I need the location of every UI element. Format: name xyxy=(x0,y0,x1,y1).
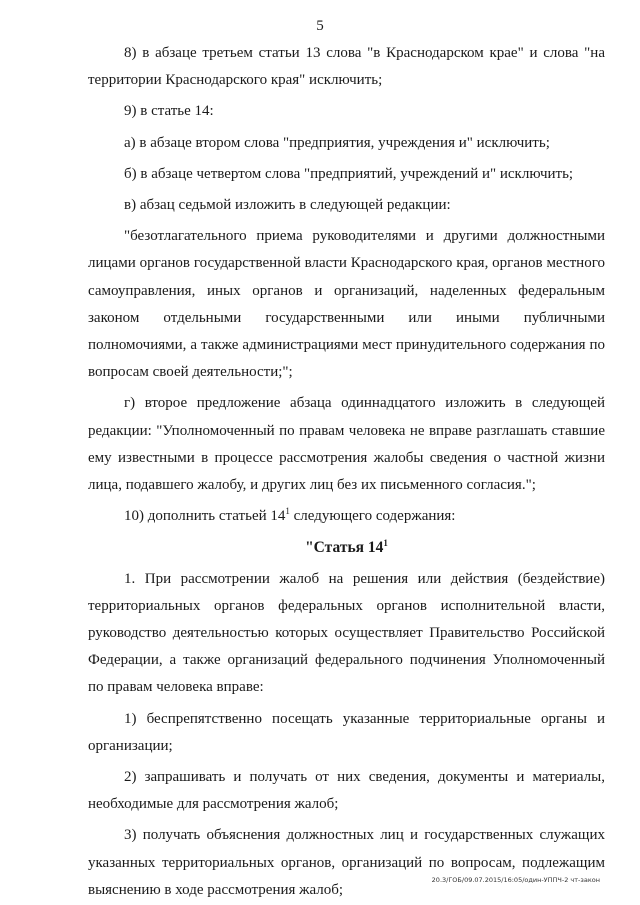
article-subitem-1: 1) беспрепятственно посещать указанные территориальные органы и организации; xyxy=(88,710,605,754)
paragraph-sub-a: а) в абзаце втором слова "предприятия, учреждения и" исключить; xyxy=(124,134,550,151)
item10-text-end: следующего содержания: xyxy=(289,508,456,525)
paragraph-item-9: 9) в статье 14: xyxy=(124,103,214,120)
paragraph-sub-b: б) в абзаце четвертом слова "предприятий, учреждений и" исключить; xyxy=(124,165,574,182)
article-paragraph-1: 1. При рассмотрении жалоб на решения или действия (бездействие) территориальных органов федеральных органов исполнительной власти, руководство деятельностью которых осуществляет Правительство Российской Федерации, а также организаций федерального подчинения Уполномоченный по правам человека вправе: xyxy=(88,570,605,696)
paragraph-sub-g: г) второе предложение абзаца одиннадцатого изложить в следующей редакции: "Уполномоченный по правам человека не вправе разглашать ставшие ему известными в процессе рассмотрения жалобы сведения о частной жизни лица, подавшего жалобу, и других лиц без их письменного согласия."; xyxy=(88,395,605,494)
article-heading-superscript: 1 xyxy=(383,538,388,549)
paragraph-item-8: 8) в абзаце третьем статьи 13 слова "в Краснодарском крае" и слова "на территории Краснодарского края" исключить; xyxy=(88,45,605,89)
page-number: 5 xyxy=(316,18,324,34)
paragraph-item-10 xyxy=(88,503,605,530)
article-heading xyxy=(88,534,605,561)
paragraph-quoted-text: "безотлагательного приема руководителями и другими должностными лицами органов государственной власти Краснодарского края, органов местного самоуправления, иных органов и организаций, наделенных федеральным законом отдельными государственными или иными публичными полномочиями, а также администрациями мест принудительного содержания по вопросам своей деятельности;"; xyxy=(88,228,605,381)
article-subitem-3: 3) получать объяснения должностных лиц и государственных служащих указанных территориальных органов, организаций по вопросам, подлежащим выяснению в ходе рассмотрения жалоб; xyxy=(88,827,605,898)
item10-text: 10) дополнить статьей 14 xyxy=(124,508,286,525)
document-body xyxy=(88,40,605,904)
article-heading-text: "Статья 14 xyxy=(305,539,384,557)
item10-superscript: 1 xyxy=(285,506,290,517)
paragraph-sub-v: в) абзац седьмой изложить в следующей редакции: xyxy=(124,197,451,214)
article-subitem-2: 2) запрашивать и получать от них сведения, документы и материалы, необходимые для рассмотрения жалоб; xyxy=(88,769,605,813)
footer-stamp: 20.3/ГОБ/09.07.2015/16:05/один-УППЧ-2 чт-закон xyxy=(431,876,600,884)
